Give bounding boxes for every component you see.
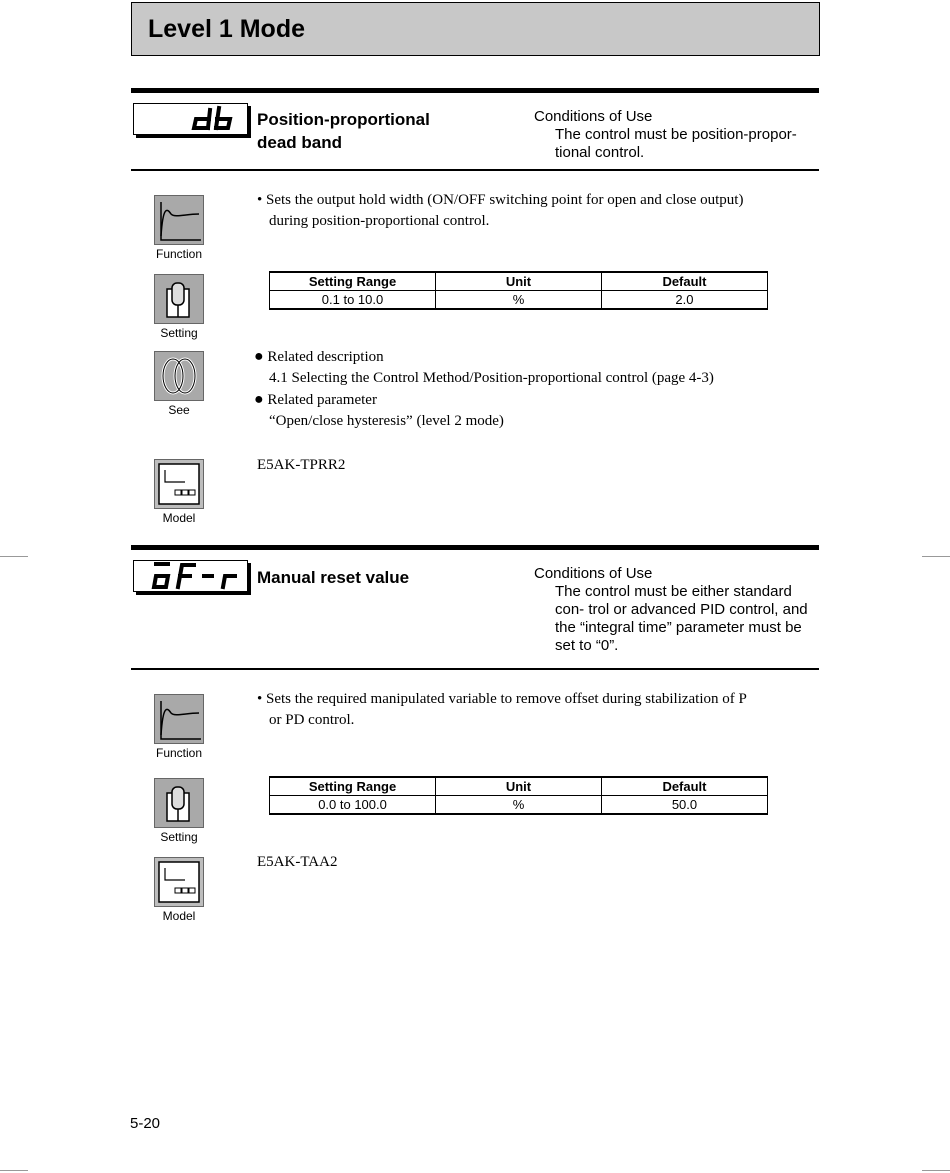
param-title-line1: Position-proportional bbox=[257, 110, 430, 129]
setting-icon bbox=[154, 274, 204, 324]
setting-block bbox=[134, 274, 224, 340]
function-label: Function bbox=[155, 247, 203, 261]
model-icon bbox=[154, 857, 204, 907]
related-parameter-text: “Open/close hysteresis” (level 2 mode) bbox=[269, 413, 504, 429]
setting-label: Setting bbox=[160, 830, 198, 844]
crop-mark bbox=[0, 1170, 28, 1171]
table-header: Unit bbox=[436, 272, 602, 291]
function-label: Function bbox=[155, 746, 203, 760]
model-block bbox=[134, 459, 224, 525]
param-title: Manual reset value bbox=[257, 568, 410, 587]
table-header: Unit bbox=[436, 777, 602, 796]
function-block bbox=[134, 195, 224, 261]
model-number: E5AK-TAA2 bbox=[257, 854, 338, 870]
table-header: Setting Range bbox=[270, 777, 436, 796]
page-number: 5-20 bbox=[130, 1115, 161, 1132]
function-text-line2: or PD control. bbox=[269, 712, 355, 728]
table-cell: 0.1 to 10.0 bbox=[270, 291, 436, 310]
conditions-heading: Conditions of Use bbox=[534, 565, 653, 582]
related-parameter bbox=[254, 389, 814, 411]
param-title bbox=[257, 108, 430, 154]
function-description bbox=[257, 190, 817, 232]
bullet-dot-icon: ● bbox=[254, 391, 264, 408]
related-description bbox=[254, 346, 814, 368]
section-divider bbox=[131, 545, 819, 550]
related-info bbox=[254, 346, 814, 432]
conditions-heading: Conditions of Use bbox=[534, 108, 653, 125]
spec-table bbox=[269, 271, 768, 310]
table-header: Setting Range bbox=[270, 272, 436, 291]
see-label: See bbox=[168, 403, 190, 417]
model-icon bbox=[154, 459, 204, 509]
related-description-text: 4.1 Selecting the Control Method/Position-proportional control (page 4-3) bbox=[269, 370, 714, 386]
lcd-display-ofr bbox=[133, 560, 248, 592]
section-subdivider bbox=[131, 169, 819, 171]
function-block bbox=[134, 694, 224, 760]
table-cell: 2.0 bbox=[601, 291, 767, 310]
conditions-text: The control must be position-propor- tional control. bbox=[555, 126, 797, 161]
table-header-row bbox=[270, 777, 768, 796]
param-title-line2: dead band bbox=[257, 133, 343, 152]
crop-mark bbox=[922, 1170, 950, 1171]
section-subdivider bbox=[131, 668, 819, 670]
model-number: E5AK-TPRR2 bbox=[257, 457, 346, 473]
see-block bbox=[134, 351, 224, 417]
conditions-text: The control must be either standard con- trol or advanced PID control, and the “integral time” parameter must be set to “0”. bbox=[555, 583, 808, 654]
function-text-line2: during position-proportional control. bbox=[269, 213, 490, 229]
section-divider bbox=[131, 88, 819, 93]
function-icon bbox=[154, 195, 204, 245]
table-cell: % bbox=[436, 796, 602, 815]
table-cell: 50.0 bbox=[601, 796, 767, 815]
table-cell: % bbox=[436, 291, 602, 310]
table-header: Default bbox=[601, 272, 767, 291]
model-block bbox=[134, 857, 224, 923]
function-text-line1: • Sets the required manipulated variable to remove offset during stabilization of P bbox=[257, 691, 747, 707]
page-header bbox=[131, 2, 820, 56]
ofr-display-icon bbox=[134, 561, 247, 591]
function-icon bbox=[154, 694, 204, 744]
page-title: Level 1 Mode bbox=[148, 15, 305, 43]
related-description-label: Related description bbox=[267, 349, 384, 365]
table-cell: 0.0 to 100.0 bbox=[270, 796, 436, 815]
setting-block bbox=[134, 778, 224, 844]
function-text-line1: • Sets the output hold width (ON/OFF switching point for open and close output) bbox=[257, 192, 744, 208]
table-row bbox=[270, 796, 768, 815]
crop-mark bbox=[0, 556, 28, 557]
setting-icon bbox=[154, 778, 204, 828]
crop-mark bbox=[922, 556, 950, 557]
related-parameter-label: Related parameter bbox=[267, 392, 377, 408]
function-description bbox=[257, 689, 817, 731]
table-header-row bbox=[270, 272, 768, 291]
lcd-display-db bbox=[133, 103, 248, 135]
spec-table bbox=[269, 776, 768, 815]
table-header: Default bbox=[601, 777, 767, 796]
model-label: Model bbox=[162, 511, 196, 525]
table-row bbox=[270, 291, 768, 310]
db-display-icon bbox=[134, 104, 247, 134]
bullet-dot-icon: ● bbox=[254, 348, 264, 365]
see-icon bbox=[154, 351, 204, 401]
model-label: Model bbox=[162, 909, 196, 923]
setting-label: Setting bbox=[160, 326, 198, 340]
